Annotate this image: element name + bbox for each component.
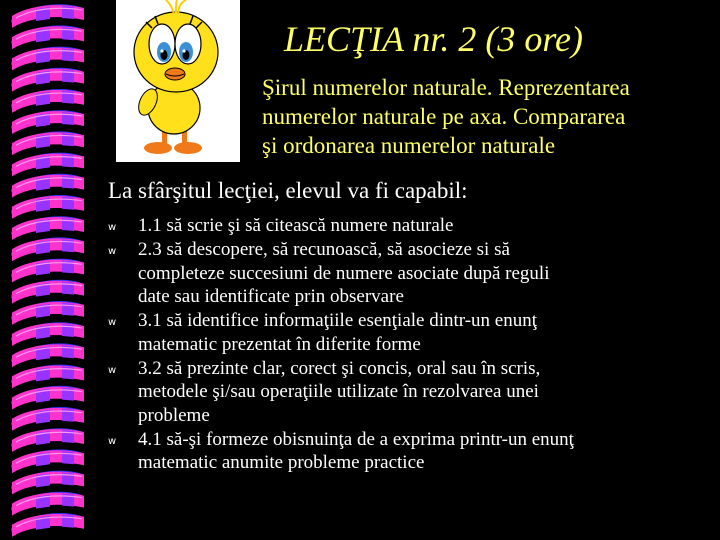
spiral-coil [12, 111, 84, 134]
objective-item [108, 309, 708, 356]
spiral-coil [12, 281, 84, 304]
spiral-coil [12, 175, 84, 198]
objective-text-line: 2.3 să descopere, să recunoască, să asocieze si să [138, 239, 510, 260]
spiral-coil [12, 493, 84, 516]
bullet-icon: w [108, 435, 117, 447]
spiral-coil [12, 196, 84, 219]
spiral-coil [12, 472, 84, 495]
spiral-coil [12, 90, 84, 113]
spiral-coil [12, 69, 84, 92]
objectives-list [108, 214, 708, 475]
objective-text-line: 1.1 să scrie şi să citească numere naturale [138, 215, 454, 236]
lesson-title: LECŢIA nr. 2 (3 ore) [284, 19, 584, 59]
bullet-icon: w [108, 246, 117, 257]
spiral-coil [12, 217, 84, 240]
spiral-coil [12, 344, 84, 367]
spiral-coil [12, 260, 84, 283]
spiral-coil [12, 366, 84, 389]
decorative-spiral-binding [0, 0, 96, 540]
subtitle-line: Şirul numerelor naturale. Reprezentarea [262, 75, 630, 100]
spiral-coil [12, 429, 84, 452]
spiral-coil [12, 387, 84, 410]
spiral-coil [12, 48, 84, 71]
bullet-icon: w [108, 317, 117, 328]
spiral-coil [12, 450, 84, 473]
spiral-coil [12, 26, 84, 49]
spiral-coil [12, 514, 84, 537]
spiral-coil [12, 238, 84, 261]
objective-text-line: 3.1 să identifice informaţiile esenţiale dintr-un enunţ [138, 310, 538, 331]
objectives-intro: La sfârşitul lecţiei, elevul va fi capabil: [108, 178, 468, 203]
subtitle-line: numerelor naturale pe axa. Compararea [262, 104, 626, 129]
objective-item [108, 214, 708, 238]
objective-text-line: completeze succesiuni de numere asociate după reguli [138, 262, 550, 284]
spiral-coil [12, 132, 84, 155]
objective-item [108, 238, 708, 309]
objective-text-line: 3.2 să prezinte clar, corect şi concis, oral sau în scris, [138, 357, 541, 379]
spiral-coil [12, 154, 84, 177]
objective-text-line: metodele şi/sau operaţiile utilizate în rezolvarea unei [138, 381, 539, 402]
spiral-coil [12, 5, 84, 28]
tweety-bird-icon [116, 0, 240, 162]
objective-text-line: 4.1 să-şi formeze obisnuinţa de a exprima printr-un enunţ [138, 428, 574, 450]
spiral-coil [12, 408, 84, 431]
subtitle-line: şi ordonarea numerelor naturale [262, 133, 556, 158]
objective-text-line: probleme [138, 404, 210, 426]
objective-item [108, 357, 708, 428]
objective-item [108, 428, 708, 475]
objective-text-line: date sau identificate prin observare [138, 286, 404, 307]
spiral-coil [12, 323, 84, 346]
cartoon-bird-picture [116, 0, 240, 162]
objective-text-line: matematic prezentat în diferite forme [138, 333, 421, 355]
bullet-icon: w [108, 222, 117, 233]
lesson-subtitle [262, 73, 718, 160]
objective-text-line: matematic anumite probleme practice [138, 452, 425, 473]
spiral-coil [12, 302, 84, 325]
bullet-icon: w [108, 364, 117, 376]
